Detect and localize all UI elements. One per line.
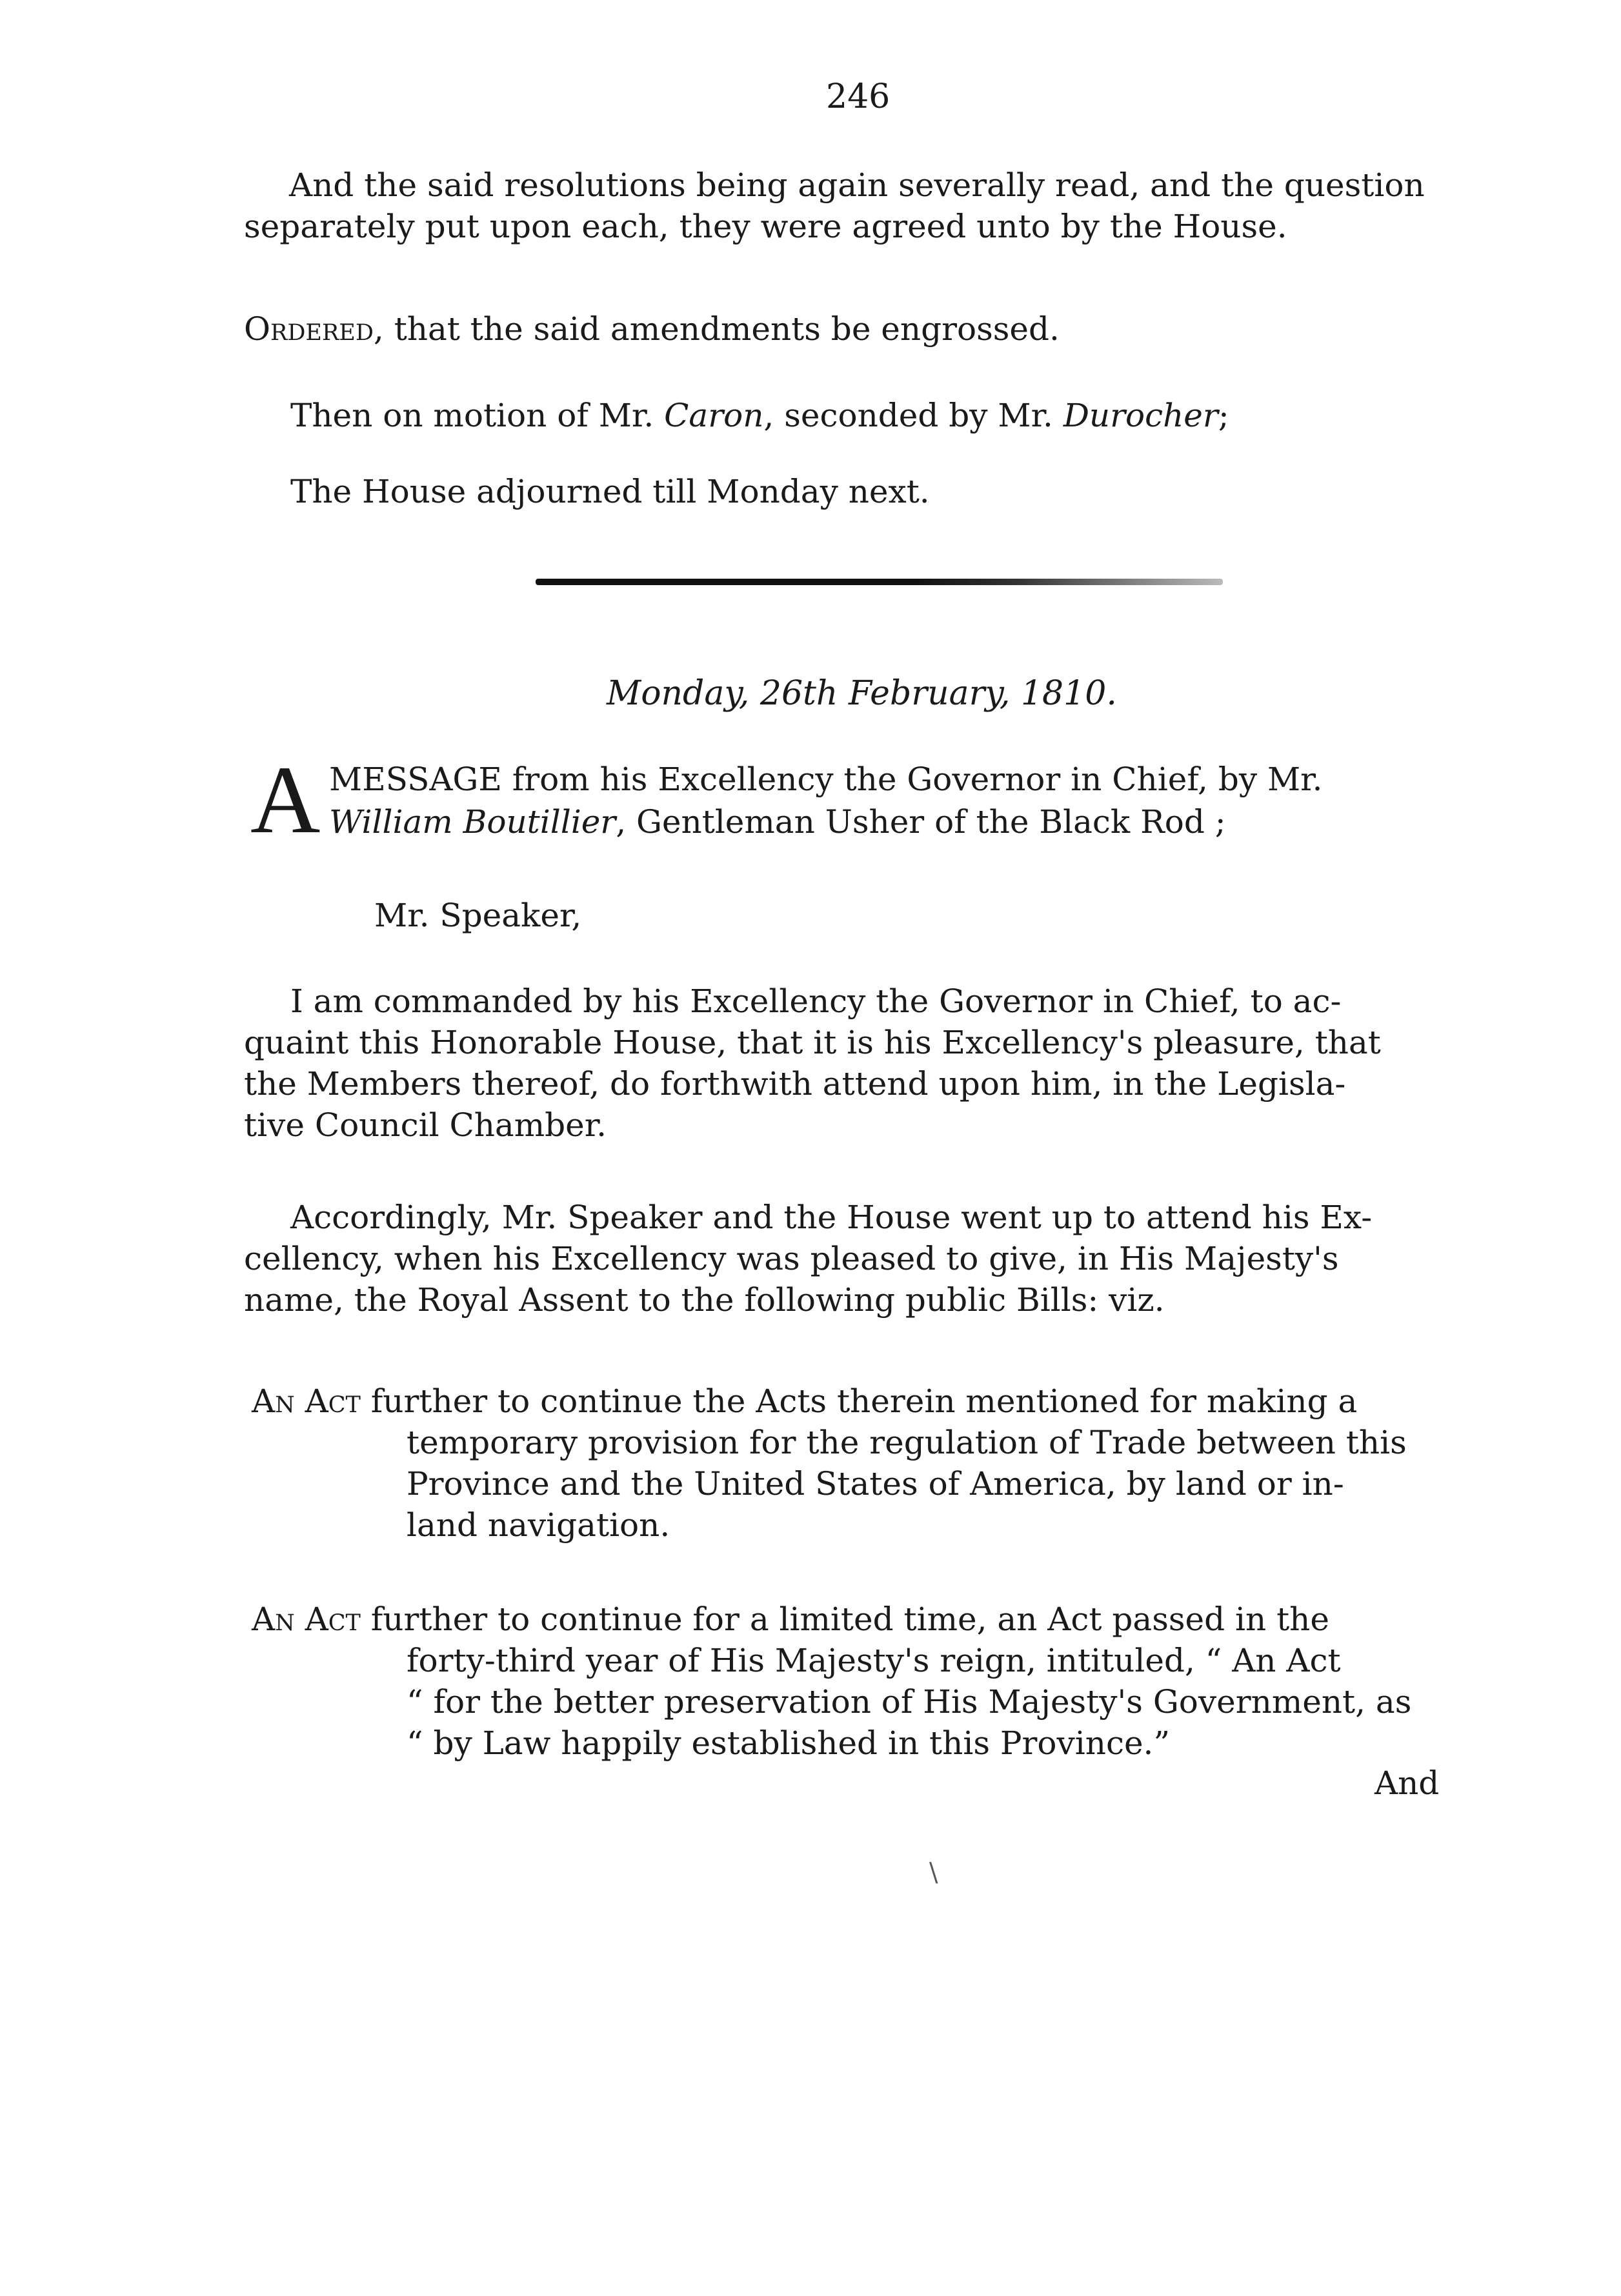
text-line: temporary provision for the regulation of Trade between this (407, 1424, 1407, 1461)
act-text: further to continue the Acts therein mentioned for making a (360, 1383, 1358, 1420)
resolutions-paragraph (244, 165, 1425, 247)
text-line: name, the Royal Assent to the following public Bills: viz. (244, 1281, 1165, 1319)
text-line: Province and the United States of America, by land or in- (407, 1465, 1344, 1502)
ordered-paragraph (244, 308, 1060, 350)
text-line (252, 1599, 1411, 1640)
motion-text: Then on motion of Mr. (290, 397, 665, 434)
motion-text: , seconded by Mr. (763, 397, 1063, 434)
date-heading: Monday, 26th February, 1810. (607, 674, 1117, 713)
text-line (252, 1381, 1407, 1422)
section-divider-rule (536, 579, 1223, 585)
act-entry (252, 1381, 1407, 1546)
motion-paragraph (290, 395, 1229, 436)
motion-text: ; (1218, 397, 1229, 434)
ordered-label: Ordered, (244, 310, 384, 348)
command-paragraph (244, 981, 1381, 1146)
act-label: An Act (252, 1601, 361, 1638)
text-line: Accordingly, Mr. Speaker and the House went up to attend his Ex- (290, 1199, 1373, 1236)
printer-mark: \ (929, 1858, 938, 1888)
act-label: An Act (252, 1383, 361, 1420)
page-number: 246 (826, 77, 891, 116)
member-name: Durocher (1063, 397, 1218, 434)
accordingly-paragraph (244, 1197, 1372, 1321)
text-line: MESSAGE from his Excellency the Governor in Chief, by Mr. (329, 761, 1323, 798)
text-line: land navigation. (407, 1506, 670, 1544)
text-line: cellency, when his Excellency was pleased to give, in His Majesty's (244, 1240, 1339, 1277)
message-paragraph (329, 758, 1322, 843)
salutation: Mr. Speaker, (374, 897, 582, 934)
text-line: quaint this Honorable House, that it is his Excellency's pleasure, that (244, 1024, 1381, 1061)
ordered-text: that the said amendments be engrossed. (383, 310, 1060, 348)
text-line: tive Council Chamber. (244, 1106, 607, 1144)
adjourn-line: The House adjourned till Monday next. (290, 473, 930, 510)
member-name: Caron (664, 397, 764, 434)
drop-cap: A (250, 746, 321, 854)
usher-name: William Boutillier (329, 803, 616, 841)
text-line (329, 801, 1322, 843)
text-line: separately put upon each, they were agreed unto by the House. (244, 208, 1287, 245)
text-line: I am commanded by his Excellency the Governor in Chief, to ac- (290, 983, 1342, 1020)
act-entry (252, 1599, 1411, 1764)
usher-title: , Gentleman Usher of the Black Rod ; (616, 803, 1226, 841)
act-text: further to continue for a limited time, an Act passed in the (360, 1601, 1329, 1638)
text-line: forty-third year of His Majesty's reign, intituled, “ An Act (407, 1642, 1341, 1679)
text-line: the Members thereof, do forthwith attend upon him, in the Legisla- (244, 1065, 1346, 1103)
text-line: “ by Law happily established in this Province.” (407, 1724, 1171, 1762)
catchword: And (1374, 1764, 1440, 1802)
text-line: “ for the better preservation of His Majesty's Government, as (407, 1683, 1412, 1721)
text-line: And the said resolutions being again severally read, and the question (289, 166, 1425, 204)
